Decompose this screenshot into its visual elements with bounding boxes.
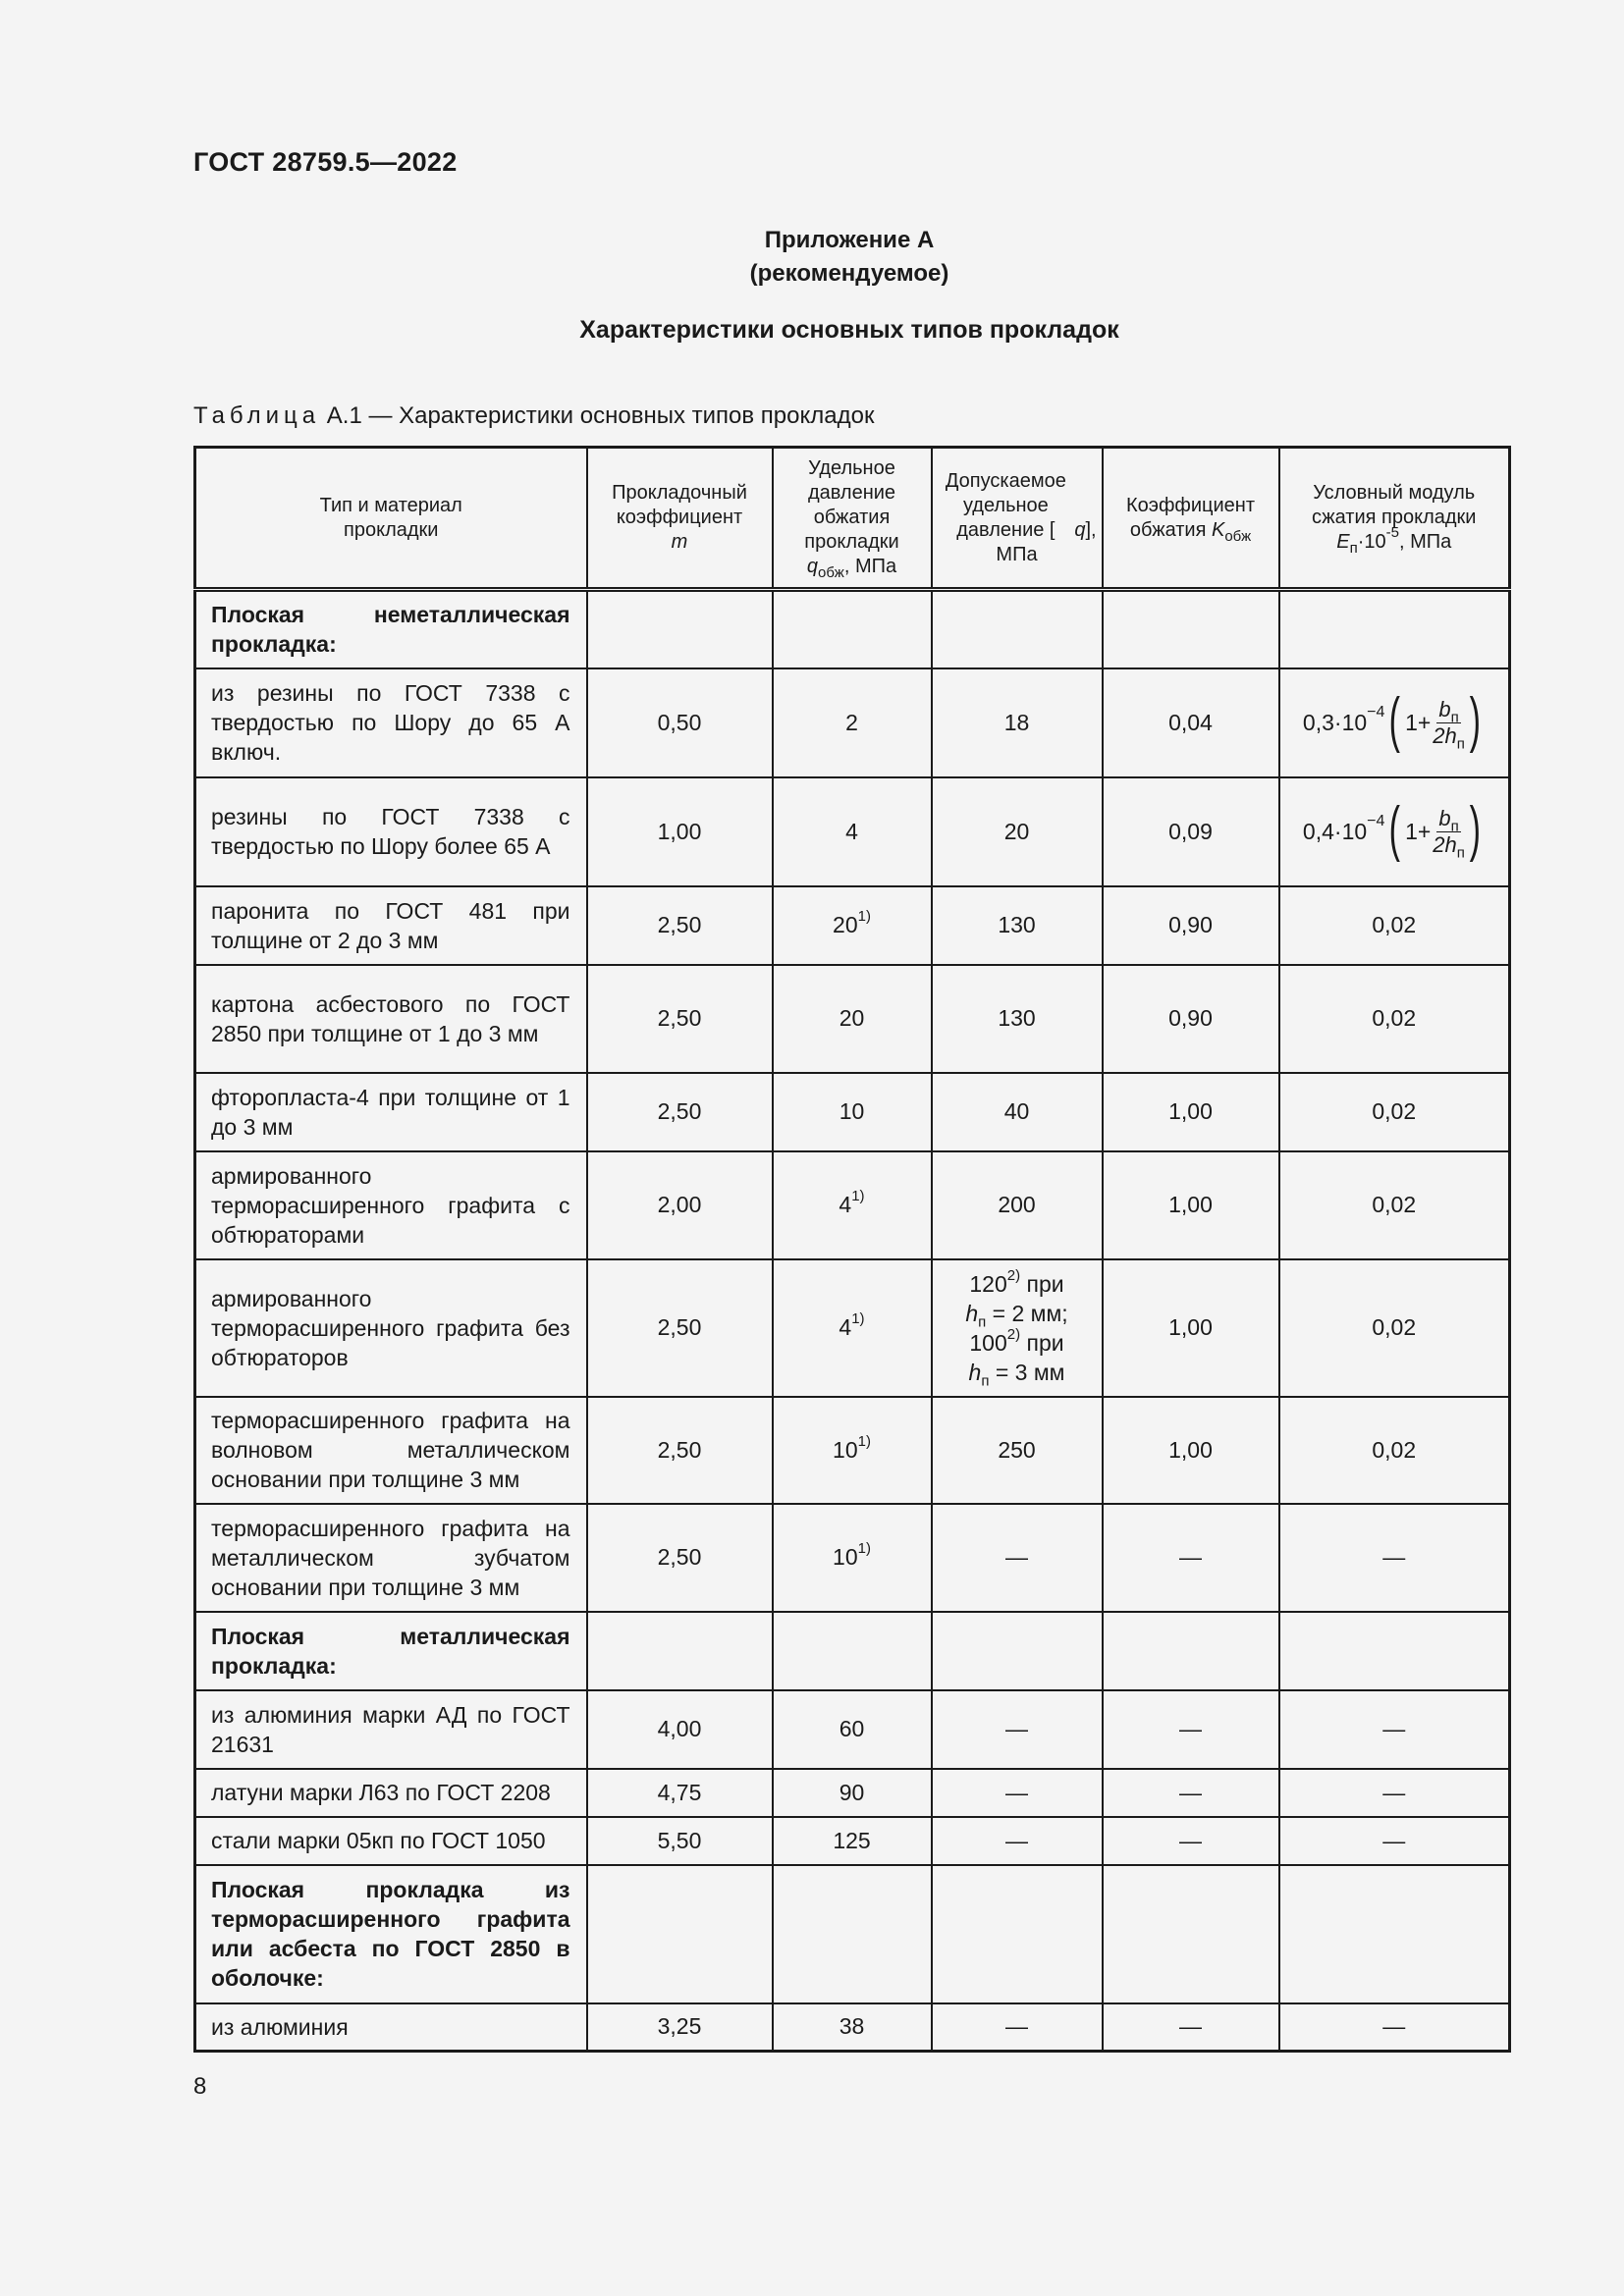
cell-k: — <box>1103 1817 1279 1865</box>
cell-qa: 130 <box>932 965 1103 1073</box>
cell-k: 1,00 <box>1103 1259 1279 1397</box>
table-row <box>195 1073 1510 1151</box>
cell-qa: — <box>932 1690 1103 1769</box>
cell-e: 0,02 <box>1279 1259 1510 1397</box>
table-row <box>195 1612 1510 1690</box>
cell-modulus-formula <box>1279 777 1510 886</box>
cell-q: 2 <box>773 668 932 777</box>
page-number: 8 <box>193 2073 207 2100</box>
cell-q: 10$^{1)}$ <box>773 1504 932 1612</box>
table-row <box>195 886 1510 965</box>
cell-empty <box>1279 1612 1510 1690</box>
cell-e: 0,02 <box>1279 1397 1510 1504</box>
modulus-formula: 0,4 ·10 −4 ( 1+ $\frac{b_п}{2h_п}$ ) <box>1302 795 1481 863</box>
cell-q: 10$^{1)}$ <box>773 1397 932 1504</box>
table-caption <box>193 402 874 430</box>
cell-empty <box>932 590 1103 668</box>
row-name: паронита по ГОСТ 481 при толщине от 2 до 3 мм <box>195 886 587 965</box>
cell-q: 125 <box>773 1817 932 1865</box>
cell-empty <box>587 590 773 668</box>
cell-empty <box>587 1865 773 2003</box>
cell-e: — <box>1279 1690 1510 1769</box>
cell-e: — <box>1279 1504 1510 1612</box>
table-row <box>195 777 1510 886</box>
cell-q: 4$^{1)}$ <box>773 1259 932 1397</box>
table-header-row <box>195 448 1510 590</box>
caption-text: А.1 — Характеристики основных типов прокладок <box>320 402 875 429</box>
cell-k: 0,04 <box>1103 668 1279 777</box>
cell-m: 2,50 <box>587 965 773 1073</box>
cell-m: 2,50 <box>587 1259 773 1397</box>
cell-k: 1,00 <box>1103 1397 1279 1504</box>
table-row <box>195 1817 1510 1865</box>
document-code: ГОСТ 28759.5—2022 <box>193 147 458 177</box>
cell-q: 4$^{1)}$ <box>773 1151 932 1259</box>
cell-e: 0,02 <box>1279 1151 1510 1259</box>
row-name: из алюминия марки АД по ГОСТ 21631 <box>195 1690 587 1769</box>
row-name: армированного терморасширенного графита без обтюраторов <box>195 1259 587 1397</box>
cell-m: 2,50 <box>587 886 773 965</box>
cell-q: 90 <box>773 1769 932 1817</box>
table-row <box>195 1865 1510 2003</box>
row-name: стали марки 05кп по ГОСТ 1050 <box>195 1817 587 1865</box>
cell-qa: — <box>932 1817 1103 1865</box>
cell-empty <box>587 1612 773 1690</box>
cell-qa: 20 <box>932 777 1103 886</box>
cell-qa: 200 <box>932 1151 1103 1259</box>
cell-qa: 250 <box>932 1397 1103 1504</box>
appendix-heading <box>0 224 1624 291</box>
row-name: резины по ГОСТ 7338 с твердостью по Шору более 65 А <box>195 777 587 886</box>
cell-qa: 40 <box>932 1073 1103 1151</box>
cell-q: 60 <box>773 1690 932 1769</box>
cell-qa: 18 <box>932 668 1103 777</box>
cell-q: 4 <box>773 777 932 886</box>
cell-e: — <box>1279 1769 1510 1817</box>
table-row <box>195 965 1510 1073</box>
table-row <box>195 2003 1510 2052</box>
table-row <box>195 1690 1510 1769</box>
caption-prefix: Таблица <box>193 402 321 429</box>
cell-m: 0,50 <box>587 668 773 777</box>
cell-qa: — <box>932 1769 1103 1817</box>
gasket-table <box>193 446 1511 2053</box>
cell-empty <box>773 1865 932 2003</box>
cell-e: — <box>1279 2003 1510 2052</box>
cell-m: 4,00 <box>587 1690 773 1769</box>
cell-k: 0,90 <box>1103 965 1279 1073</box>
modulus-formula: 0,3 ·10 −4 ( 1+ $\frac{b_п}{2h_п}$ ) <box>1302 686 1481 754</box>
cell-empty <box>1103 1612 1279 1690</box>
cell-k: — <box>1103 2003 1279 2052</box>
page-title: Характеристики основных типов прокладок <box>579 316 1119 344</box>
row-name: картона асбестового по ГОСТ 2850 при толщине от 1 до 3 мм <box>195 965 587 1073</box>
cell-empty <box>932 1865 1103 2003</box>
cell-k: 1,00 <box>1103 1151 1279 1259</box>
table-row <box>195 1397 1510 1504</box>
cell-m: 4,75 <box>587 1769 773 1817</box>
cell-empty <box>1103 1865 1279 2003</box>
table-row <box>195 1504 1510 1612</box>
appendix-status: (рекомендуемое) <box>749 260 949 287</box>
cell-m: 3,25 <box>587 2003 773 2052</box>
cell-empty <box>1103 590 1279 668</box>
cell-e: 0,02 <box>1279 965 1510 1073</box>
cell-k: 1,00 <box>1103 1073 1279 1151</box>
cell-qa: — <box>932 2003 1103 2052</box>
cell-q: 10 <box>773 1073 932 1151</box>
row-name: терморасширенного графита на металлическом зубчатом основании при толщине 3 мм <box>195 1504 587 1612</box>
table-row <box>195 1259 1510 1397</box>
cell-empty <box>773 590 932 668</box>
header-type-material: Тип и материал прокладки <box>195 448 587 590</box>
table-row <box>195 590 1510 668</box>
row-name: латуни марки Л63 по ГОСТ 2208 <box>195 1769 587 1817</box>
cell-e: 0,02 <box>1279 886 1510 965</box>
cell-q: 20 <box>773 965 932 1073</box>
table-row <box>195 668 1510 777</box>
cell-qa: 120$^{2)}$ при $h_п = 2$ мм; 100$^{2)}$ при $h_п = 3$ мм <box>932 1259 1103 1397</box>
row-name: терморасширенного графита на волновом металлическом основании при толщине 3 мм <box>195 1397 587 1504</box>
cell-e: 0,02 <box>1279 1073 1510 1151</box>
appendix-label: Приложение А <box>764 227 935 253</box>
cell-m: 2,50 <box>587 1504 773 1612</box>
header-compression-coefficient: Коэффициент обжатия $K_{обж}$ <box>1103 448 1279 590</box>
cell-m: 2,50 <box>587 1073 773 1151</box>
cell-q: 20$^{1)}$ <box>773 886 932 965</box>
cell-m: 2,00 <box>587 1151 773 1259</box>
cell-empty <box>1279 1865 1510 2003</box>
cell-k: — <box>1103 1769 1279 1817</box>
cell-empty <box>1279 590 1510 668</box>
cell-empty <box>932 1612 1103 1690</box>
cell-e: — <box>1279 1817 1510 1865</box>
row-name: фторопласта-4 при толщине от 1 до 3 мм <box>195 1073 587 1151</box>
cell-k: — <box>1103 1504 1279 1612</box>
table-row <box>195 1769 1510 1817</box>
cell-m: 1,00 <box>587 777 773 886</box>
cell-k: 0,90 <box>1103 886 1279 965</box>
row-name: Плоская прокладка из терморасширенного графита или асбеста по ГОСТ 2850 в оболочке: <box>195 1865 587 2003</box>
cell-k: — <box>1103 1690 1279 1769</box>
cell-qa: — <box>932 1504 1103 1612</box>
header-specific-pressure: Удельное давление обжатия прокладки $q_{обж}$, МПа <box>773 448 932 590</box>
table-row <box>195 1151 1510 1259</box>
row-name: из резины по ГОСТ 7338 с твердостью по Шору до 65 А включ. <box>195 668 587 777</box>
row-name: Плоская неметаллическая прокладка: <box>195 590 587 668</box>
cell-m: 5,50 <box>587 1817 773 1865</box>
cell-k: 0,09 <box>1103 777 1279 886</box>
cell-modulus-formula <box>1279 668 1510 777</box>
cell-empty <box>773 1612 932 1690</box>
cell-qa: 130 <box>932 886 1103 965</box>
header-compression-modulus: Условный модуль сжатия прокладки $E_п\cdot 10^{-5}$, МПа <box>1279 448 1510 590</box>
cell-q: 38 <box>773 2003 932 2052</box>
row-name: Плоская металлическая прокладка: <box>195 1612 587 1690</box>
header-allowable-pressure: Допускаемое удельное давление [ q], МПа <box>932 448 1103 590</box>
row-name: армированного терморасширенного графита с обтюраторами <box>195 1151 587 1259</box>
cell-m: 2,50 <box>587 1397 773 1504</box>
header-gasket-coefficient: Прокладочный коэффициент m <box>587 448 773 590</box>
row-name: из алюминия <box>195 2003 587 2052</box>
